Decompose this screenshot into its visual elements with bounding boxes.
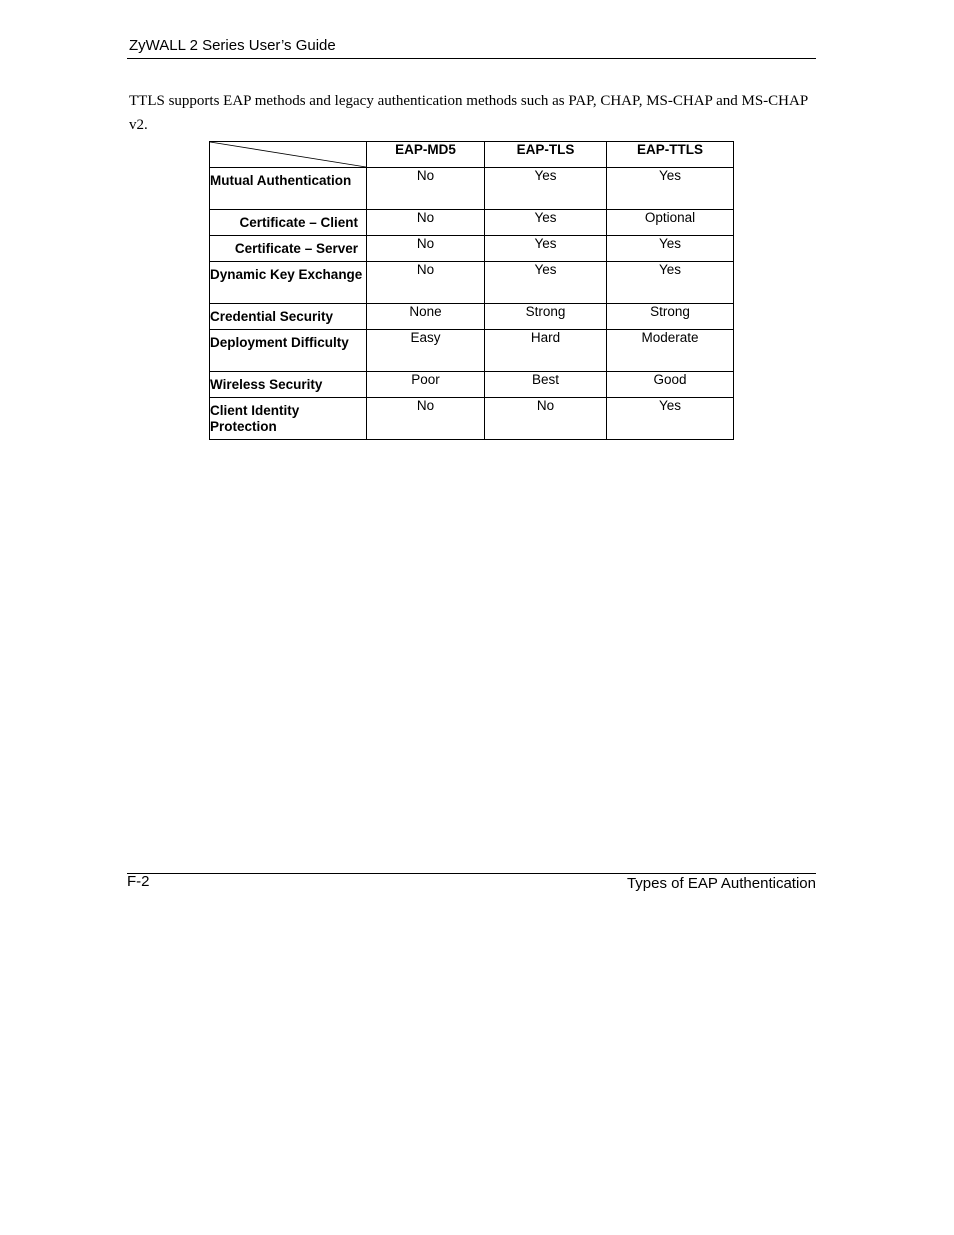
table-cell: No [367,210,485,236]
footer-section-title: Types of EAP Authentication [626,875,816,892]
table-row [210,304,734,330]
running-header-title: ZyWALL 2 Series User’s Guide [129,37,336,54]
table-cell: Yes [607,398,734,440]
table-cell: Easy [367,330,485,372]
table-cell: Good [607,372,734,398]
table-cell: No [367,168,485,210]
table-cell: None [367,304,485,330]
table-cell: No [367,398,485,440]
eap-comparison-table [209,141,734,440]
table-cell: No [367,262,485,304]
column-header-eap-md5: EAP-MD5 [367,142,485,168]
row-label-certificate-server: Certificate – Server [210,236,367,262]
table-cell: Best [485,372,607,398]
table-cell: Strong [485,304,607,330]
table-cell: Moderate [607,330,734,372]
table-cell: Yes [607,262,734,304]
table-cell: Yes [485,262,607,304]
column-header-eap-tls: EAP-TLS [485,142,607,168]
table-cell: No [367,236,485,262]
table-cell: Yes [607,236,734,262]
table-row [210,236,734,262]
row-label-client-identity-protection: Client Identity Protection [210,398,367,440]
column-header-eap-ttls: EAP-TTLS [607,142,734,168]
table-cell: Poor [367,372,485,398]
table-cell: No [485,398,607,440]
table-cell: Yes [485,168,607,210]
header-rule [127,58,816,59]
footer-rule [127,873,816,874]
row-label-mutual-authentication: Mutual Authentication [210,168,367,210]
table-row [210,210,734,236]
row-label-wireless-security: Wireless Security [210,372,367,398]
table-header-row [210,142,734,168]
table-cell: Strong [607,304,734,330]
table-row [210,398,734,440]
row-label-dynamic-key-exchange: Dynamic Key Exchange [210,262,367,304]
table-row [210,330,734,372]
table-cell: Yes [485,236,607,262]
table-cell: Yes [485,210,607,236]
page-number: F-2 [127,873,150,890]
table-cell: Hard [485,330,607,372]
row-label-credential-security: Credential Security [210,304,367,330]
table-row [210,262,734,304]
table-row [210,168,734,210]
table-corner-cell [210,142,367,168]
diagonal-divider [210,142,366,167]
table-cell: Yes [607,168,734,210]
row-label-deployment-difficulty: Deployment Difficulty [210,330,367,372]
table-row [210,372,734,398]
table-cell: Optional [607,210,734,236]
row-label-certificate-client: Certificate – Client [210,210,367,236]
intro-paragraph: TTLS supports EAP methods and legacy authentication methods such as PAP, CHAP, MS-CHAP and MS-CHAP v2. [129,93,808,133]
